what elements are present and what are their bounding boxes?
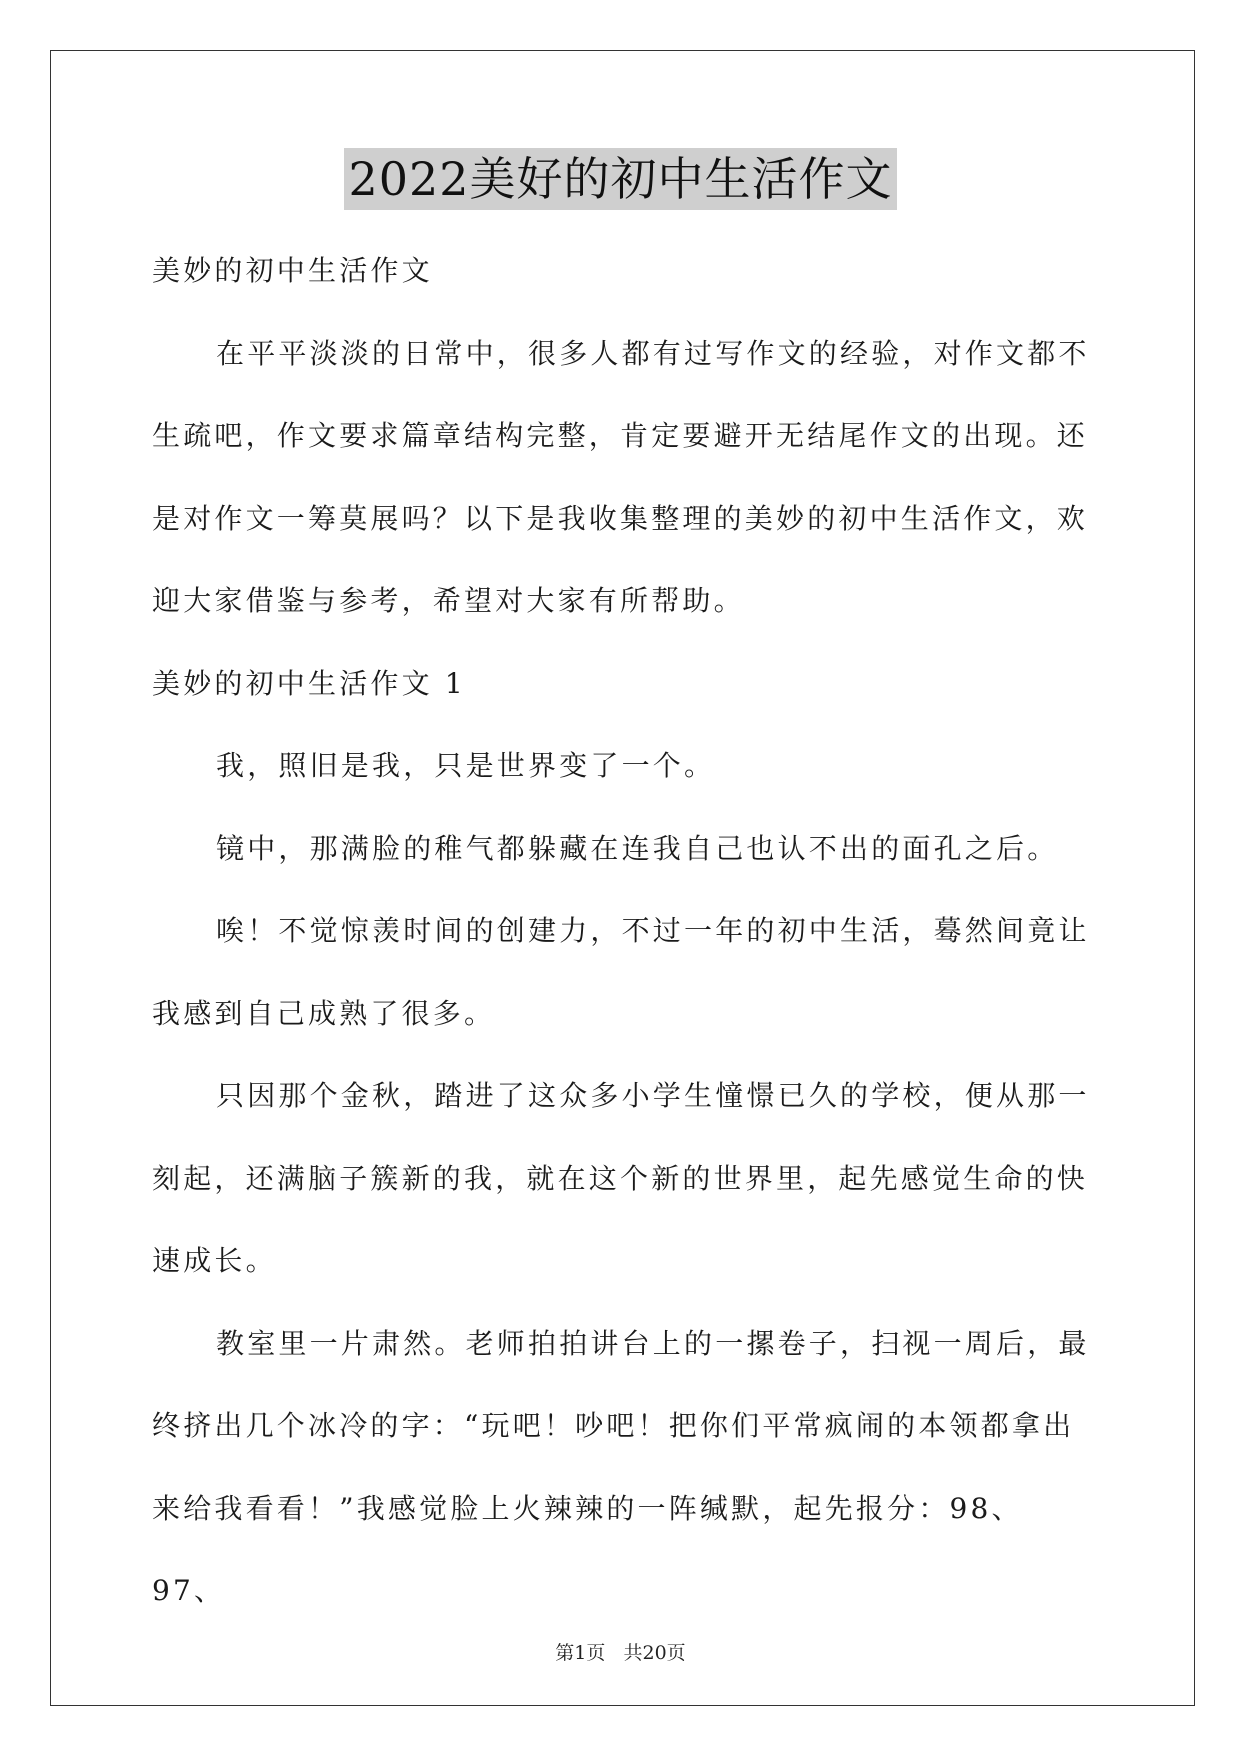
title-wrap bbox=[0, 148, 1241, 210]
paragraph: 只因那个金秋，踏进了这众多小学生憧憬已久的学校，便从那一刻起，还满脑子簇新的我，就在这个新的世界里，起先感觉生命的快速成长。 bbox=[152, 1079, 1090, 1277]
document-body bbox=[152, 230, 1090, 1633]
page-footer: 第1页 共20页 bbox=[555, 1642, 686, 1664]
paragraph: 我，照旧是我，只是世界变了一个。 bbox=[216, 749, 716, 782]
paragraph: 教室里一片肃然。老师拍拍讲台上的一摞卷子，扫视一周后，最终挤出几个冰冷的字：“玩吧！吵吧！把你们平常疯闹的本领都拿出来给我看看！”我感觉脸上火辣辣的一阵缄默，起先报分：98、97、 bbox=[152, 1326, 1090, 1607]
paragraph: 唉！不觉惊羡时间的创建力，不过一年的初中生活，蓦然间竟让我感到自己成熟了很多。 bbox=[152, 914, 1090, 1030]
paragraph: 镜中，那满脸的稚气都躲藏在连我自己也认不出的面孔之后。 bbox=[216, 831, 1059, 865]
document-title: 2022美好的初中生活作文 bbox=[344, 148, 896, 210]
paragraph-intro: 在平平淡淡的日常中，很多人都有过写作文的经验，对作文都不生疏吧，作文要求篇章结构完整，肯定要避开无结尾作文的出现。还是对作文一筹莫展吗？以下是我收集整理的美妙的初中生活作文，欢迎大家借鉴与参考，希望对大家有所帮助。 bbox=[152, 336, 1090, 617]
section-heading-essay-1: 美妙的初中生活作文 1 bbox=[152, 666, 466, 700]
section-heading-main: 美妙的初中生活作文 bbox=[152, 254, 433, 287]
